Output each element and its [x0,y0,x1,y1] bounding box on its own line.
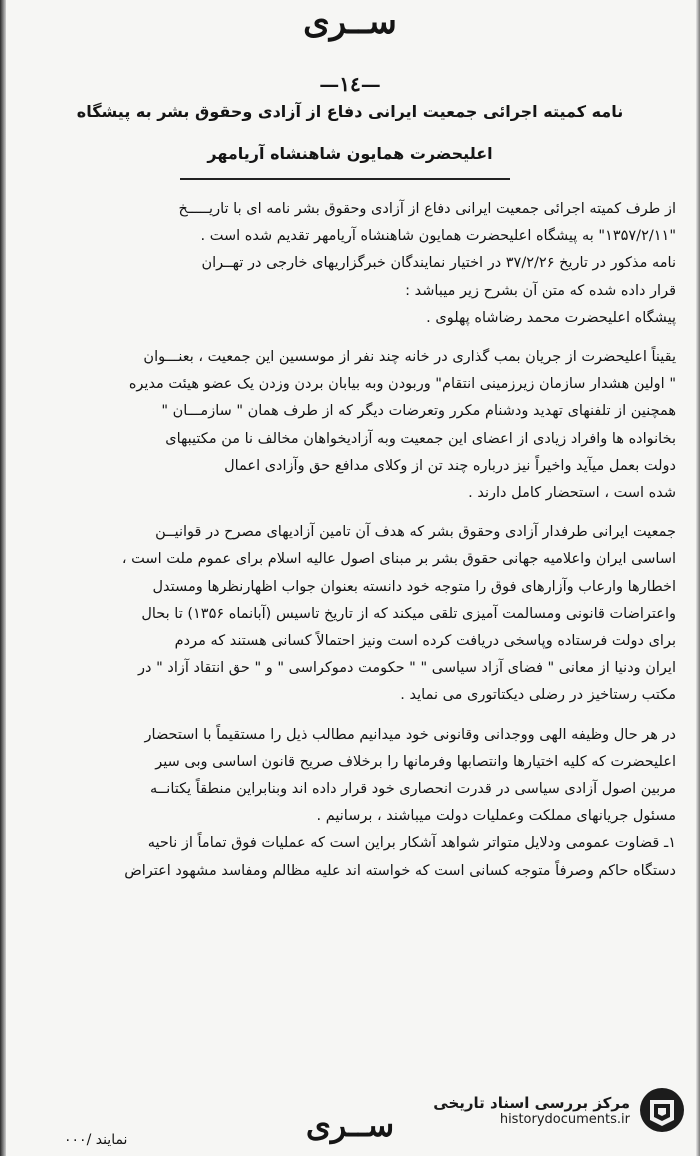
body-line: دستگاه حاکم وصرفاً متوجه کسانی است که خواسته اند علیه مظالم ومفاسد مشهود اعتراض [124,862,676,879]
document-title-line-1: نامه کمیته اجرائی جمعیت ایرانی دفاع از آزادی وحقوق بشر به پیشگاه [76,102,624,121]
letter-body [28,196,676,885]
paragraph-gap [28,710,676,722]
body-line: بخانواده ها وافراد زیادی از اعضای این جمعیت وبه آزادیخواهان مخالف نا من مکتیبهای [165,430,676,447]
body-line: از طرف کمیته اجرائی جمعیت ایرانی دفاع از آزادی وحقوق بشر نامه ای با تاریـــــخ [178,201,676,217]
archive-watermark [406,1082,686,1138]
body-line: جمعیت ایرانی طرفدار آزادی وحقوق بشر که هدف آن تامین آزادیهای مصرح در قوانیــن [155,524,676,541]
body-line: پیشگاه اعلیحضرت محمد رضاشاه پهلوی . [426,309,676,326]
classification-stamp-bottom: ســرى [305,1106,395,1144]
classification-stamp-top: ســرى [303,2,397,42]
body-line: اعلیحضرت که کلیه اختیارها وانتصابها وفرمانها را برخلاف صریح قانون اساسی وبی سیر [155,753,676,770]
body-line: دولت بعمل میآید واخیراً نیز درباره چند تن از وکلای مدافع حق وآزادی اعمال [224,457,676,474]
archive-logo-icon [638,1086,686,1134]
body-line: اساسی ایران واعلامیه جهانی حقوق بشر بر مبنای اصول عالیه اسلام برای عموم ملت است ، [121,551,676,568]
body-line: مسئول جریانهای مملکت وعملیات دولت میباشند ، برسانیم . [316,808,676,825]
continuation-note: نمایند /۰۰۰ [64,1132,128,1148]
paragraph-gap [28,332,676,344]
body-line: ایران ودنیا از معانی " فضای آزاد سیاسی " " حکومت دموکراسی " و " حق انتقاد آزاد " در [138,660,676,677]
body-line: مربین اصول آزادی سیاسی در قدرت انحصاری خود قرار داده اند وبنابراین منطقاً یکتانــه [150,781,676,798]
body-line: یقیناً اعلیحضرت از جریان بمب گذاری در خانه چند نفر از موسسین این جمعیت ، بعنـــوان [143,349,676,366]
watermark-title: مرکز بررسی اسناد تاریخی [433,1093,630,1112]
body-line: "۱۳۵۷/۲/۱۱" به پیشگاه اعلیحضرت همایون شاهنشاه آریامهر تقدیم شده است . [200,228,676,245]
body-line: نامه مذکور در تاریخ ۳۷/۲/۲۶ در اختیار نمایندگان خبرگزاریهای خارجی در تهــران [201,255,676,272]
title-underline [180,178,510,180]
scan-edge-right [696,0,700,1156]
body-line: همچنین از تلفنهای تهدید ودشنام مکرر وتعرضات دیگر که از طرف همان " سازمـــان " [161,403,676,420]
page-number: —١٤— [319,72,381,96]
body-line: اخطارها وارعاب وآزارهای فوق را متوجه خود دانسته بعنوان جواب اظهارنظرها ومستدل [152,578,676,595]
body-line: قرار داده شده که متن آن بشرح زیر میباشد : [405,282,676,299]
document-title-line-2: اعلیحضرت همایون شاهنشاه آریامهر [207,144,493,163]
body-line: ۱ـ قضاوت عمومی ودلایل متواتر شواهد آشکار براین است که عملیات فوق تماماً از ناحیه [147,835,676,852]
watermark-url: historydocuments.ir [499,1111,630,1127]
paragraph-gap [28,507,676,519]
body-line: برای دولت فرستاده وپاسخی دریافت کرده است ونیز احتمالاً کسانی هستند که مردم [174,633,676,650]
body-line: مکتب رستاخیز در رضلی دیکتاتوری می نماید . [400,687,676,704]
body-line: واعتراضات قانونی ومسالمت آمیزی تلقی میکند که از تاریخ تاسیس (آبانماه ۱۳۵۶) تا بحال [141,605,676,622]
scan-edge-left [0,0,6,1156]
watermark-text [433,1094,630,1127]
body-line: در هر حال وظیفه الهی ووجدانی وقانونی خود میدانیم مطالب ذیل را مستقیماً با استحضار [144,726,676,743]
body-line: شده است ، استحضار کامل دارند . [468,485,676,502]
body-line: " اولین هشدار سازمان زیرزمینی انتقام" وربودن وبه بیابان بردن وزدن یک عضو هیئت مدیره [128,376,676,393]
